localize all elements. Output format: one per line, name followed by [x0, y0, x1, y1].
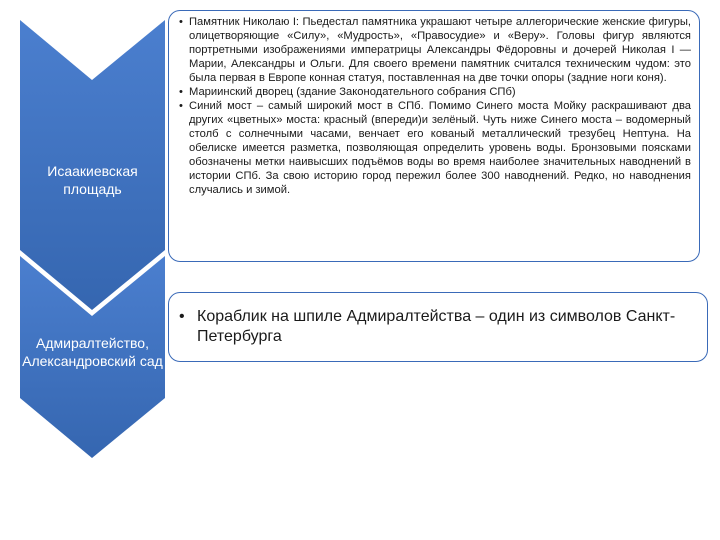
bullet-list	[177, 307, 697, 347]
content-box-admiralty	[168, 292, 708, 362]
list-item-blue-bridge: • Синий мост – самый широкий мост в СПб. Помимо Синего моста Мойку раскрашивают два других «цветных» моста: красный (впереди)и зелёный. Чуть ниже Синего моста – водомерный столб с солнечными часами, венчает его кованый металлический трезубец Нептуна. На обелиске имеется разметка, позволяющая определить уровень воды. Бронзовыми поясками обозначены метки наивысших подъёмов воды во время наиболее значительных наводнений в истории СПб. За свою историю город пережил более 300 наводнений. Редко, но наводнения случались и зимой.	[179, 99, 691, 197]
bullet-list	[179, 15, 691, 197]
content-box-isaac-square	[168, 10, 700, 262]
list-item-nicholas-monument: • Памятник Николаю I: Пьедестал памятника украшают четыре аллегорические женские фигуры, олицетворяющие «Силу», «Мудрость», «Правосудие» и «Веру». Головы фигур являются портретными изображениями императрицы Александры Фёдоровны и дочерей Николая I — Марии, Александры и Ольги. Для своего времени памятник считался техническим чудом: это была первая в Европе конная статуя, поставленная на две точки опоры (задние ноги коня).	[179, 15, 691, 85]
section-label-isaac-square: Исаакиевская площадь	[47, 163, 138, 197]
section-label-admiralty: Адмиралтейство, Александровский сад	[22, 335, 163, 369]
list-item-mariinsky-palace: • Мариинский дворец (здание Законодательного собрания СПб)	[179, 85, 691, 99]
list-item-admiralty-ship: • Кораблик на шпиле Адмиралтейства – один из символов Санкт-Петербурга	[177, 307, 697, 347]
